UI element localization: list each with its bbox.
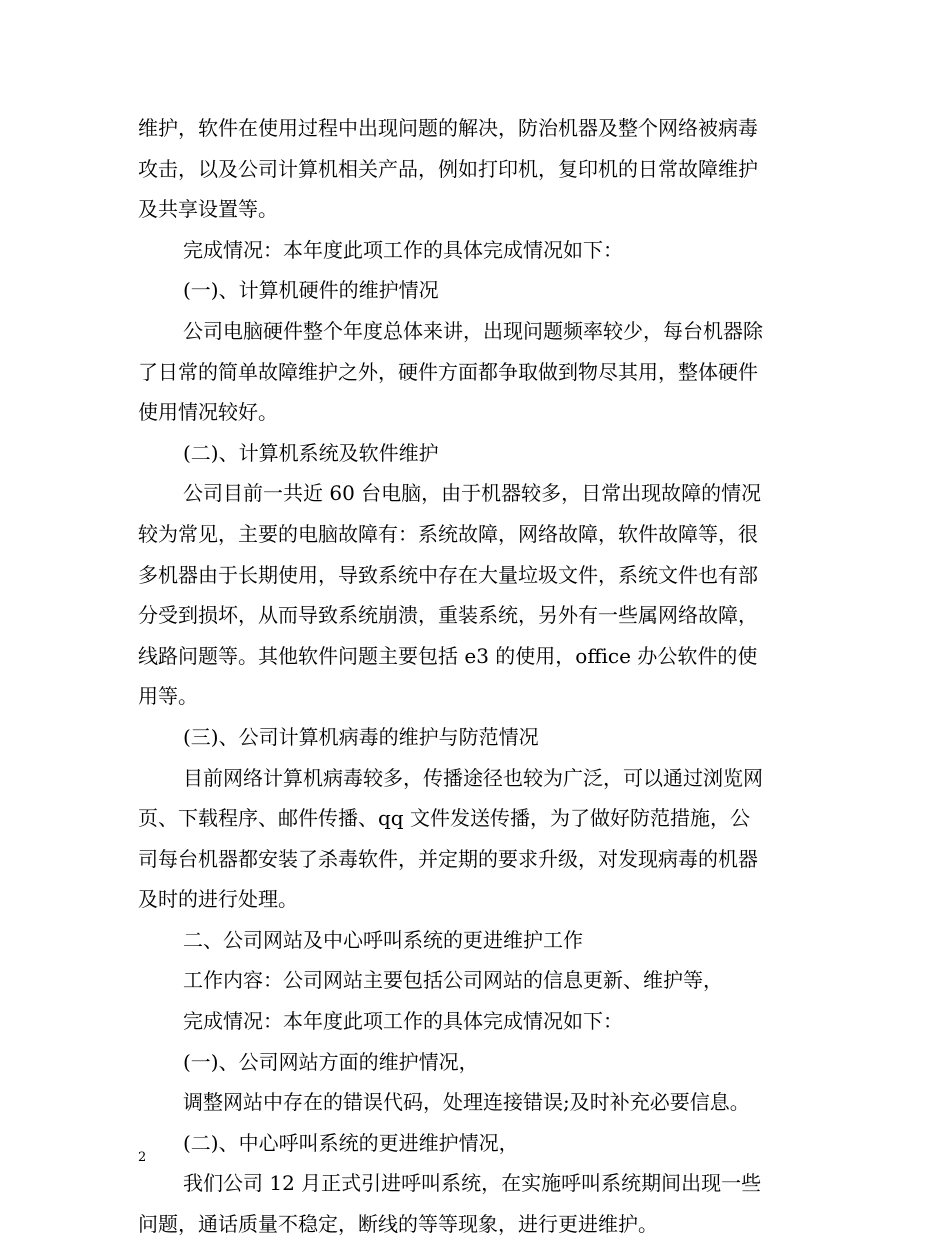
text-line: (二)、计算机系统及软件维护 (183, 440, 439, 465)
text-line: (一)、公司网站方面的维护情况， (183, 1049, 479, 1074)
text-line: 使用情况较好。 (138, 400, 278, 425)
text-line: 了日常的简单故障维护之外，硬件方面都争取做到物尽其用，整体硬件 (138, 359, 758, 384)
text-line: 维护，软件在使用过程中出现问题的解决，防治机器及整个网络被病毒 (138, 116, 758, 140)
page-number: 2 (138, 1150, 147, 1165)
text-line: 调整网站中存在的错误代码，处理连接错误;及时补充必要信息。 (183, 1090, 750, 1115)
document-body (138, 108, 814, 1245)
text-line: 较为常见，主要的电脑故障有：系统故障，网络故障，软件故障等，很 (138, 521, 758, 546)
text-line: 页、下载程序、邮件传播、qq 文件发送传播，为了做好防范措施，公 (138, 806, 750, 831)
text-line: 完成情况：本年度此项工作的具体完成情况如下： (183, 1009, 623, 1034)
text-line: 公司电脑硬件整个年度总体来讲，出现问题频率较少，每台机器除 (183, 318, 763, 343)
text-line: (三)、公司计算机病毒的维护与防范情况 (183, 724, 539, 749)
text-line: 多机器由于长期使用，导致系统中存在大量垃圾文件，系统文件也有部 (138, 562, 758, 587)
text-line: 分受到损坏，从而导致系统崩溃，重装系统，另外有一些属网络故障， (138, 603, 758, 628)
text-line: 司每台机器都安装了杀毒软件，并定期的要求升级，对发现病毒的机器 (138, 846, 758, 871)
text-line: 用等。 (138, 684, 198, 709)
text-line: 线路问题等。其他软件问题主要包括 e3 的使用，office 办公软件的使 (138, 643, 758, 668)
text-line: 问题，通话质量不稳定，断线的等等现象，进行更进维护。 (138, 1212, 658, 1237)
text-line: (一)、计算机硬件的维护情况 (183, 278, 439, 303)
text-line: 完成情况：本年度此项工作的具体完成情况如下： (183, 237, 623, 262)
text-line: (二)、中心呼叫系统的更进维护情况， (183, 1130, 519, 1155)
text-line: 二、公司网站及中心呼叫系统的更进维护工作 (183, 927, 583, 952)
text-line: 及时的进行处理。 (138, 887, 298, 912)
text-line: 目前网络计算机病毒较多，传播途径也较为广泛，可以通过浏览网 (183, 765, 763, 790)
text-line: 公司目前一共近 60 台电脑，由于机器较多，日常出现故障的情况 (183, 481, 762, 506)
text-line: 我们公司 12 月正式引进呼叫系统，在实施呼叫系统期间出现一些 (183, 1171, 762, 1196)
text-line: 攻击，以及公司计算机相关产品，例如打印机，复印机的日常故障维护 (138, 156, 758, 181)
text-line: 及共享设置等。 (138, 197, 278, 222)
text-line: 工作内容：公司网站主要包括公司网站的信息更新、维护等， (183, 968, 723, 993)
